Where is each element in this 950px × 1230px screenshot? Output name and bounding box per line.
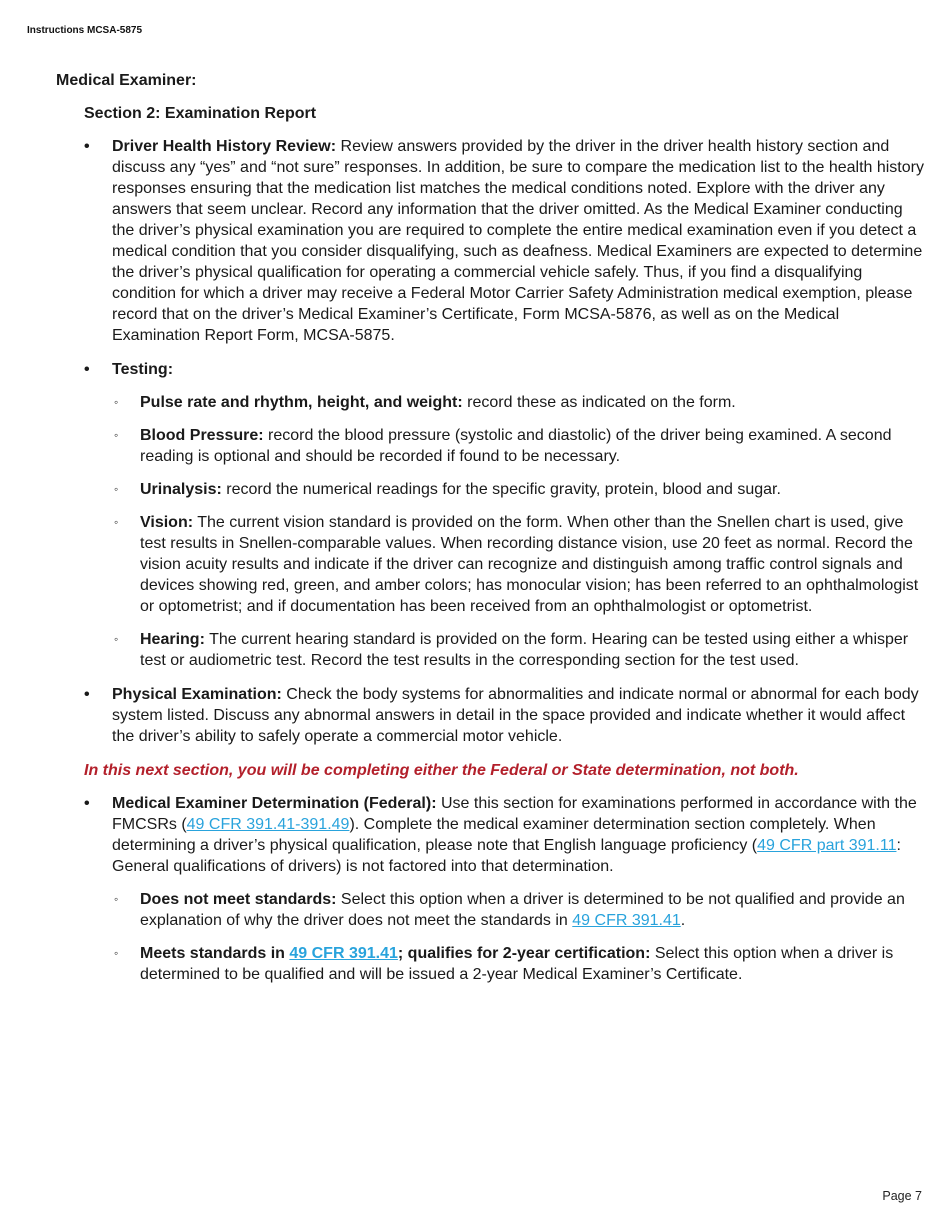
- item-text: Check the body systems for abnormalities and indicate normal or abnormal for each body system listed. Discuss any abnormal answers in detail in the space provided and indicate whether it would affect the driver’s ability to safely operate a commercial motor vehicle.: [112, 686, 919, 745]
- item-title: Medical Examiner Determination (Federal):: [112, 795, 437, 812]
- list-item-testing: [56, 359, 926, 671]
- page-number: Page 7: [882, 1189, 922, 1203]
- subitem-text: Select this option when a driver is determined to be not qualified and provide an explanation of why the driver does not meet the standards in: [140, 891, 905, 929]
- subitem-text: Select this option when a driver is determined to be qualified and will be issued a 2-year Medical Examiner’s Certificate.: [140, 945, 894, 983]
- item-title: Testing:: [112, 361, 174, 378]
- subitem-title: Hearing:: [140, 631, 205, 648]
- item-text: : General qualifications of drivers) is not factored into that determination.: [112, 837, 901, 875]
- subitem-title: Blood Pressure:: [140, 427, 264, 444]
- list-item-determination: [56, 793, 926, 985]
- subitem-text: .: [680, 912, 686, 929]
- list-item-physical-exam: [56, 684, 926, 747]
- subitem-text: record the numerical readings for the specific gravity, protein, blood and sugar.: [221, 481, 781, 498]
- subitem-title: Urinalysis:: [140, 481, 222, 498]
- section-subheading: Section 2: Examination Report: [84, 105, 317, 122]
- sublist-item-hearing: [112, 629, 926, 671]
- instruction-list: [56, 136, 926, 747]
- sublist-item-vision: [112, 512, 926, 617]
- sublist-item-blood-pressure: [112, 425, 926, 467]
- testing-sublist: [112, 392, 926, 671]
- sublist-item-meets: [112, 943, 926, 985]
- item-text: ). Complete the medical examiner determination section completely. When determining a driver’s physical qualification, please note that English language proficiency (: [112, 816, 876, 854]
- subitem-title: Pulse rate and rhythm, height, and weight:: [140, 394, 463, 411]
- subitem-title: Vision:: [140, 514, 194, 531]
- cfr-391-41-49-link[interactable]: 49 CFR 391.41-391.49: [186, 816, 350, 833]
- sublist-item-urinalysis: [112, 479, 926, 500]
- sublist-item-not-meet: [112, 889, 926, 931]
- determination-list: [56, 793, 926, 985]
- subitem-text: record the blood pressure (systolic and diastolic) of the driver being examined. A second reading is optional and should be recorded if found to be necessary.: [140, 427, 892, 465]
- subitem-title: ; qualifies for 2-year certification:: [397, 945, 651, 962]
- form-id-header: Instructions MCSA-5875: [27, 25, 143, 36]
- subitem-title: Meets standards in: [140, 945, 290, 962]
- item-text: Review answers provided by the driver in the driver health history section and discuss any “yes” and “not sure” responses. In addition, be sure to compare the medication list to the health history responses ensuring that the medication list matches the medical conditions noted. Explore with the driver any answers that seem unclear. Record any information that the driver omitted. As the Medical Examiner conducting the driver’s physical examination you are required to complete the entire medical examination even if you detect a medical condition that you consider disqualifying, such as deafness. Medical Examiners are expected to determine the driver’s physical qualification for operating a commercial vehicle safely. Thus, if you find a disqualifying condition for which a driver may receive a Federal Motor Carrier Safety Administration medical exemption, please record that on the driver’s Medical Examiner’s Certificate, Form MCSA-5876, as well as on the Medical Examination Report Form, MCSA-5875.: [112, 138, 924, 344]
- subitem-text: The current hearing standard is provided on the form. Hearing can be tested using either a whisper test or audiometric test. Record the test results in the corresponding section for the test used.: [140, 631, 909, 669]
- sublist-item-pulse: [112, 392, 926, 413]
- cfr-391-11-link[interactable]: 49 CFR part 391.11: [757, 837, 897, 854]
- determination-sublist: [112, 889, 926, 985]
- item-title: Driver Health History Review:: [112, 138, 337, 155]
- section-heading: Medical Examiner:: [56, 72, 197, 89]
- list-item-health-history: [56, 136, 926, 346]
- subitem-text: The current vision standard is provided on the form. When other than the Snellen chart is used, give test results in Snellen-comparable values. When recording distance vision, use 20 feet as normal. Record the vision acuity results and indicate if the driver can recognize and distinguish among traffic control signals and devices showing red, green, and amber colors; has monocular vision; has been referred to an ophthalmologist or optometrist; and if documentation has been received from an ophthalmologist or optometrist.: [140, 514, 919, 615]
- cfr-391-41-link[interactable]: 49 CFR 391.41: [572, 912, 681, 929]
- item-text: Use this section for examinations performed in accordance with the FMCSRs (: [112, 795, 917, 833]
- subitem-text: record these as indicated on the form.: [462, 394, 736, 411]
- determination-note: In this next section, you will be completing either the Federal or State determination, not both.: [84, 762, 799, 779]
- cfr-391-41-link[interactable]: 49 CFR 391.41: [289, 945, 398, 962]
- document-body: [56, 70, 926, 998]
- subitem-title: Does not meet standards:: [140, 891, 337, 908]
- item-title: Physical Examination:: [112, 686, 282, 703]
